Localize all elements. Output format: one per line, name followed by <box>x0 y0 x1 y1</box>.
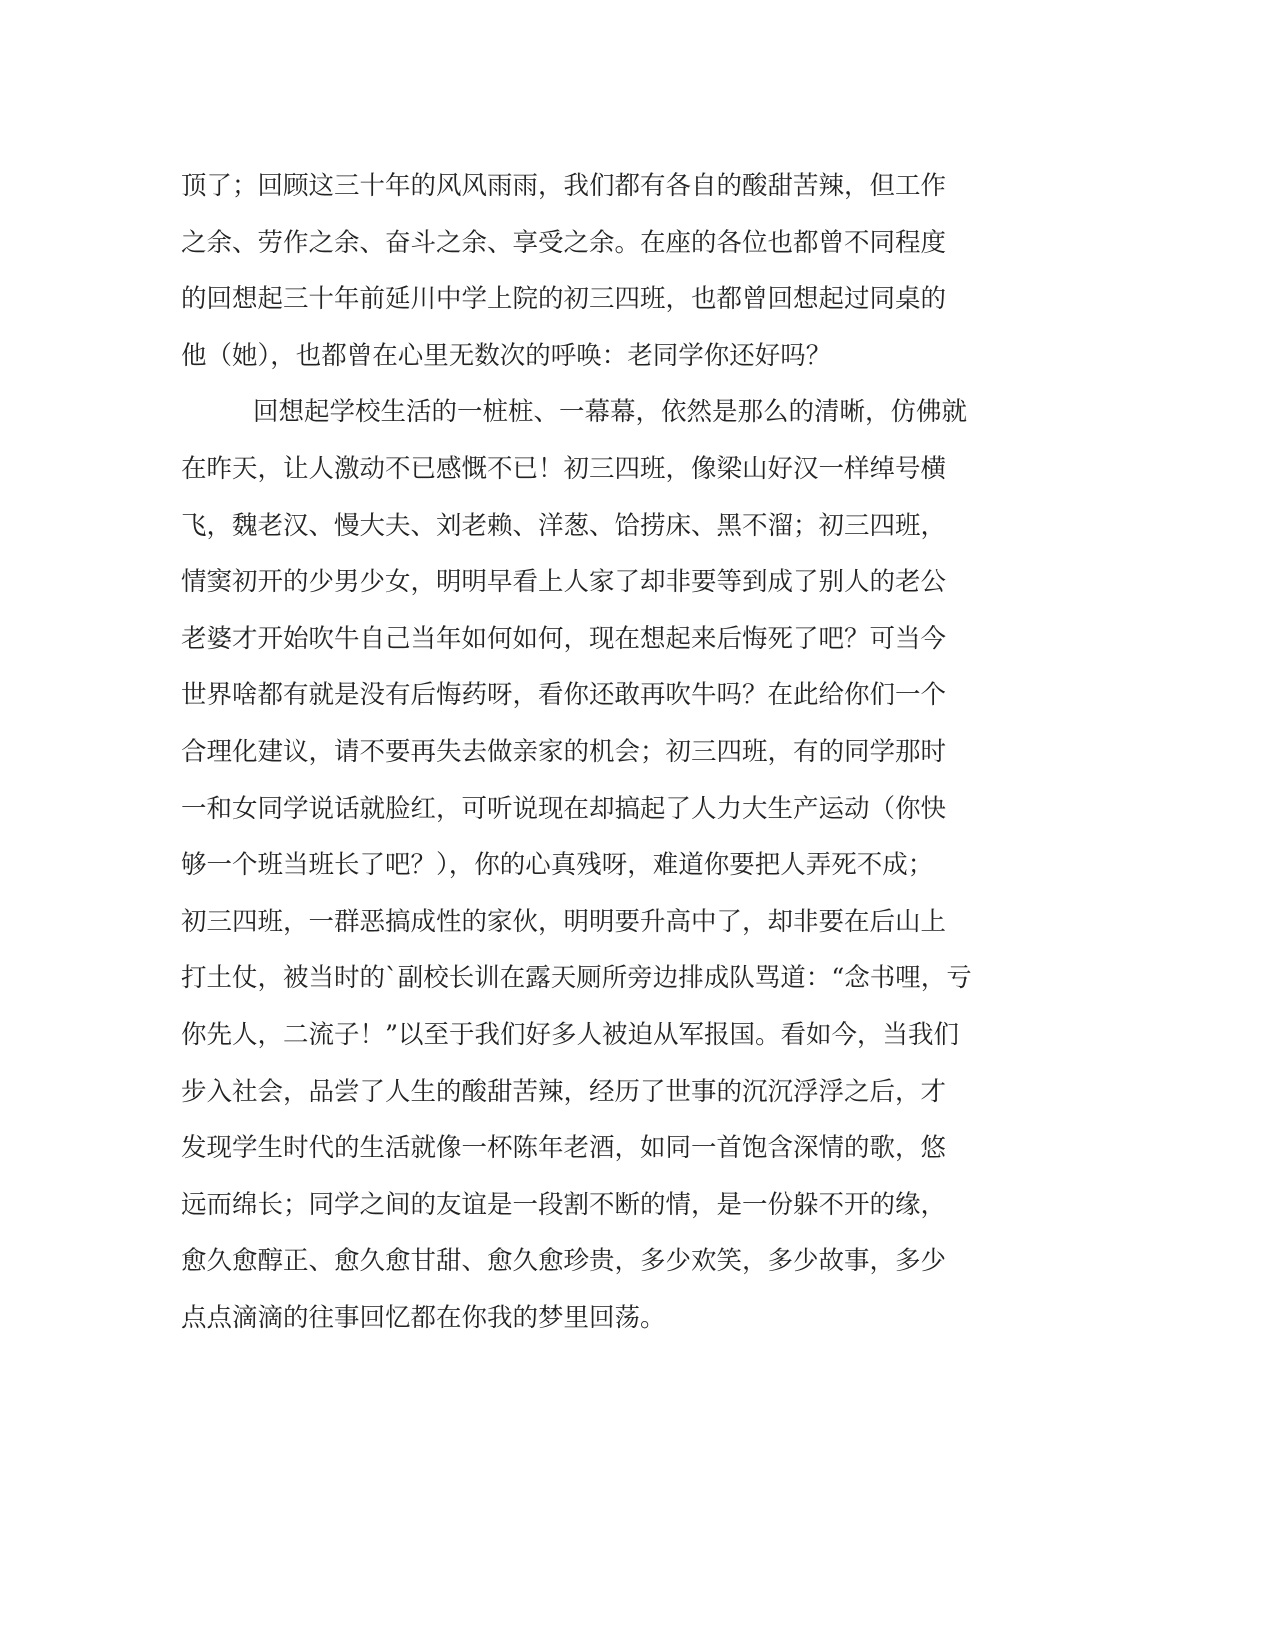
text-line: 发现学生时代的生活就像一杯陈年老酒，如同一首饱含深情的歌，悠 <box>181 1133 947 1164</box>
text-line: 步入社会，品尝了人生的酸甜苦辣，经历了世事的沉沉浮浮之后，才 <box>181 1076 947 1107</box>
text-line: 点点滴滴的往事回忆都在你我的梦里回荡。 <box>181 1302 666 1333</box>
text-line: 你先人，二流子！”以至于我们好多人被迫从军报国。看如今，当我们 <box>181 1019 960 1050</box>
paragraph-2 <box>181 384 1061 1346</box>
text-line: 顶了；回顾这三十年的风风雨雨，我们都有各自的酸甜苦辣，但工作 <box>181 171 947 201</box>
text-line: 远而绵长；同学之间的友谊是一段割不断的情，是一份躲不开的缘， <box>181 1189 947 1220</box>
text-line: 老婆才开始吹牛自己当年如何如何，现在想起来后悔死了吧？可当今 <box>181 623 947 654</box>
text-line: 世界啥都有就是没有后悔药呀，看你还敢再吹牛吗？在此给你们一个 <box>181 680 947 711</box>
text-line: 初三四班，一群恶搞成性的家伙，明明要升高中了，却非要在后山上 <box>181 906 947 937</box>
text-line: 之余、劳作之余、奋斗之余、享受之余。在座的各位也都曾不同程度 <box>181 227 947 258</box>
text-line: 的回想起三十年前延川中学上院的初三四班，也都曾回想起过同桌的 <box>181 284 947 315</box>
paragraph-1 <box>181 158 1061 384</box>
text-line-indented: 回想起学校生活的一桩桩、一幕幕，依然是那么的清晰，仿佛就 <box>253 397 968 428</box>
text-line: 合理化建议，请不要再失去做亲家的机会；初三四班，有的同学那时 <box>181 736 947 767</box>
text-line: 打土仗，被当时的`副校长训在露天厕所旁边排成队骂道：“念书哩，亏 <box>181 963 972 994</box>
body-text <box>181 158 1061 1346</box>
text-line: 在昨天，让人激动不已感慨不已！初三四班，像梁山好汉一样绰号横 <box>181 453 947 484</box>
text-line: 够一个班当班长了吧？），你的心真残呀，难道你要把人弄死不成； <box>181 850 934 881</box>
text-line: 飞，魏老汉、慢大夫、刘老赖、洋葱、饸捞床、黑不溜；初三四班， <box>181 510 947 541</box>
text-line: 情窦初开的少男少女，明明早看上人家了却非要等到成了别人的老公 <box>181 567 947 598</box>
text-line: 一和女同学说话就脸红，可听说现在却搞起了人力大生产运动（你快 <box>181 793 947 824</box>
text-line: 愈久愈醇正、愈久愈甘甜、愈久愈珍贵，多少欢笑，多少故事，多少 <box>181 1246 947 1277</box>
text-line: 他（她），也都曾在心里无数次的呼唤：老同学你还好吗？ <box>181 340 832 371</box>
